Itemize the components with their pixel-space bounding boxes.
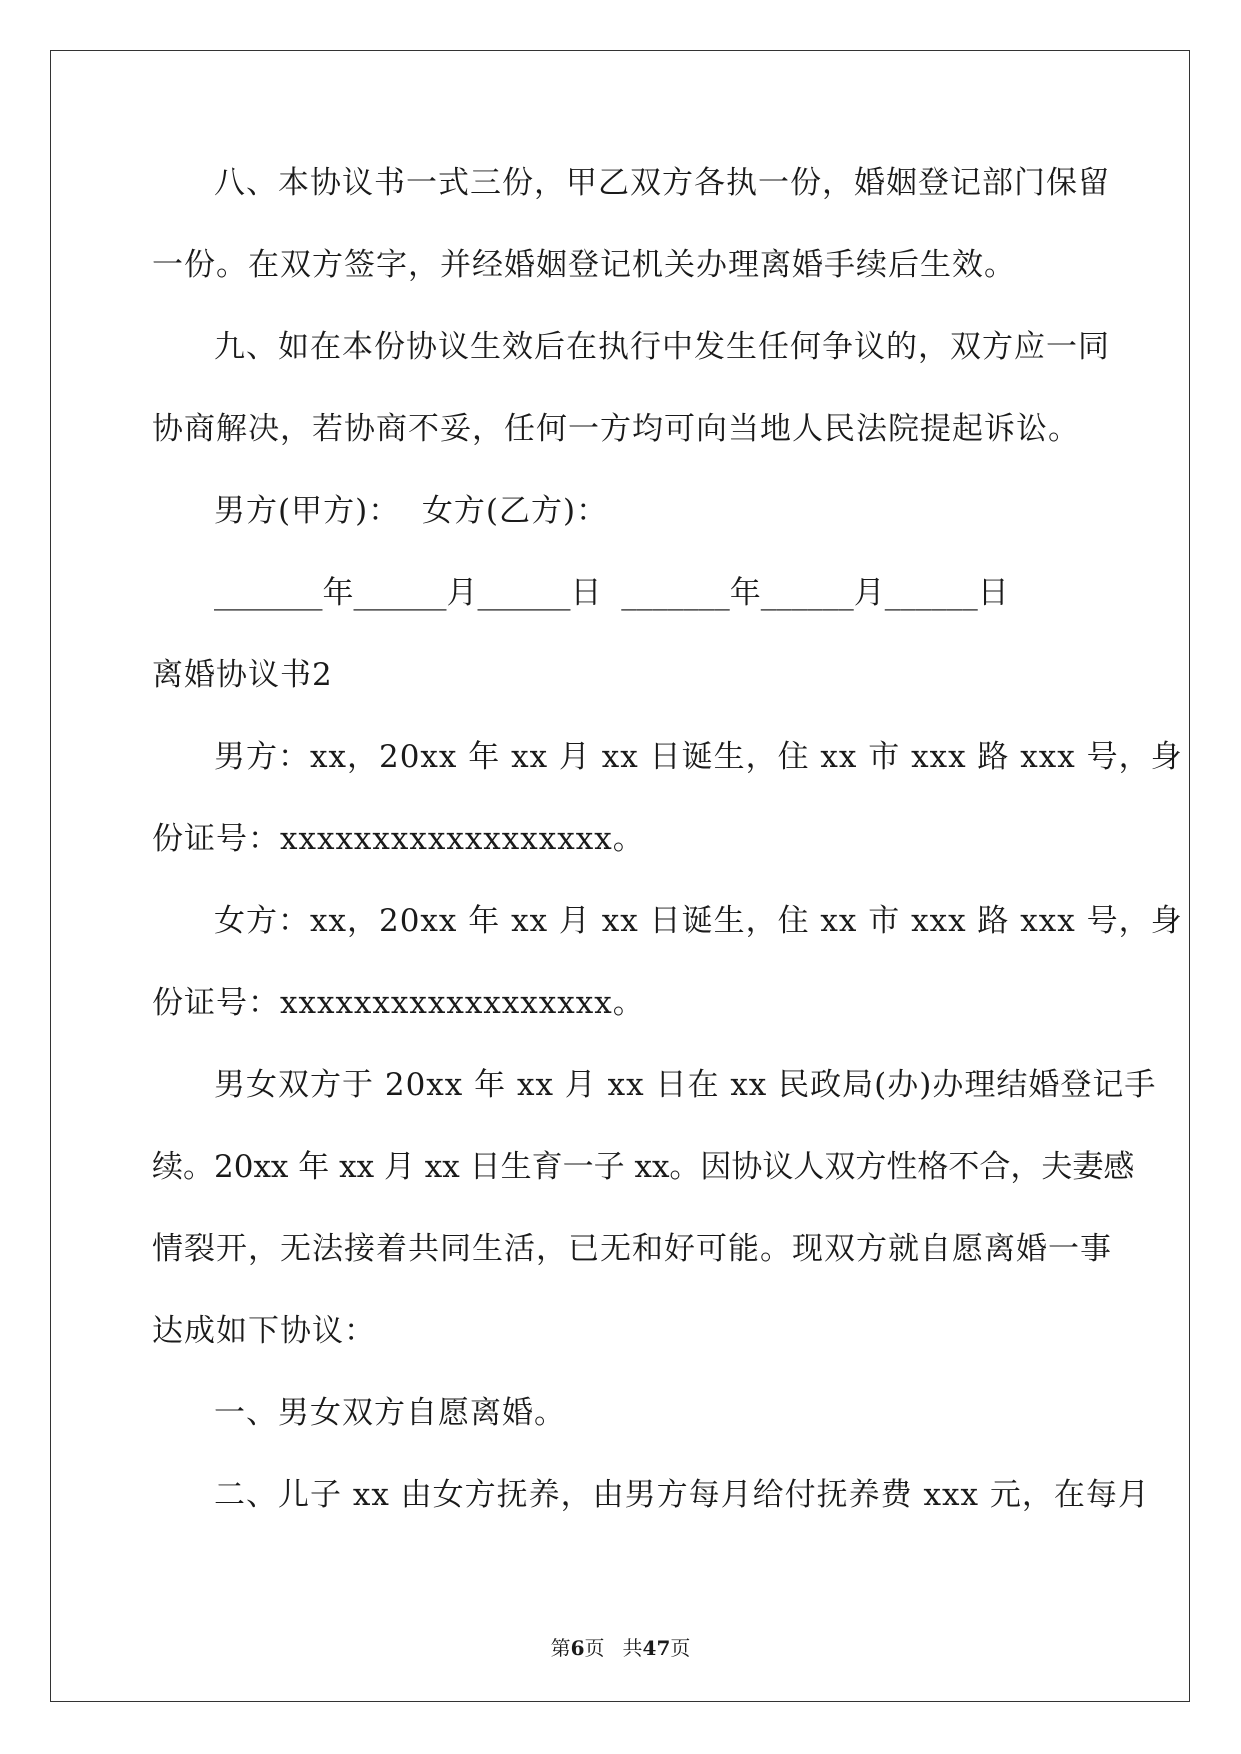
paragraph-line: 男方：xx，20xx 年 xx 月 xx 日诞生，住 xx 市 xxx 路 xxx 号，身: [214, 739, 1183, 775]
section-title: 离婚协议书2: [152, 657, 333, 693]
footer-total-prefix: 共: [622, 1636, 643, 1660]
paragraph-line: 一份。在双方签字，并经婚姻登记机关办理离婚手续后生效。: [152, 247, 1016, 283]
paragraph-line: 达成如下协议：: [152, 1313, 376, 1349]
paragraph-line: 续。20xx 年 xx 月 xx 日生育一子 xx。因协议人双方性格不合，夫妻感: [152, 1149, 1135, 1185]
footer-total-pages: 47: [642, 1636, 671, 1660]
footer-prefix: 第: [550, 1636, 571, 1660]
footer-page-suffix: 页: [584, 1636, 605, 1660]
paragraph-line: 份证号：xxxxxxxxxxxxxxxxxx。: [152, 985, 645, 1021]
footer-total-suffix: 页: [670, 1636, 691, 1660]
paragraph-line: 协商解决，若协商不妥，任何一方均可向当地人民法院提起诉讼。: [152, 411, 1080, 447]
paragraph-line: 一、男女双方自愿离婚。: [214, 1395, 566, 1431]
signature-line: 男方(甲方)： 女方(乙方)：: [214, 493, 609, 529]
paragraph-line: 男女双方于 20xx 年 xx 月 xx 日在 xx 民政局(办)办理结婚登记手: [214, 1067, 1157, 1103]
document-body: [152, 162, 1183, 1556]
paragraph-line: 八、本协议书一式三份，甲乙双方各执一份，婚姻登记部门保留: [214, 165, 1110, 201]
page-footer: [0, 1636, 1241, 1660]
paragraph-line: 情裂开，无法接着共同生活，已无和好可能。现双方就自愿离婚一事: [152, 1231, 1112, 1267]
footer-page-number: 6: [570, 1636, 585, 1660]
date-line: _______年______月______日 _______年______月______日: [214, 575, 1009, 611]
paragraph-line: 女方：xx，20xx 年 xx 月 xx 日诞生，住 xx 市 xxx 路 xxx 号，身: [214, 903, 1183, 939]
paragraph-line: 二、儿子 xx 由女方抚养，由男方每月给付抚养费 xxx 元，在每月: [214, 1477, 1150, 1513]
paragraph-line: 份证号：xxxxxxxxxxxxxxxxxx。: [152, 821, 645, 857]
paragraph-line: 九、如在本份协议生效后在执行中发生任何争议的，双方应一同: [214, 329, 1110, 365]
